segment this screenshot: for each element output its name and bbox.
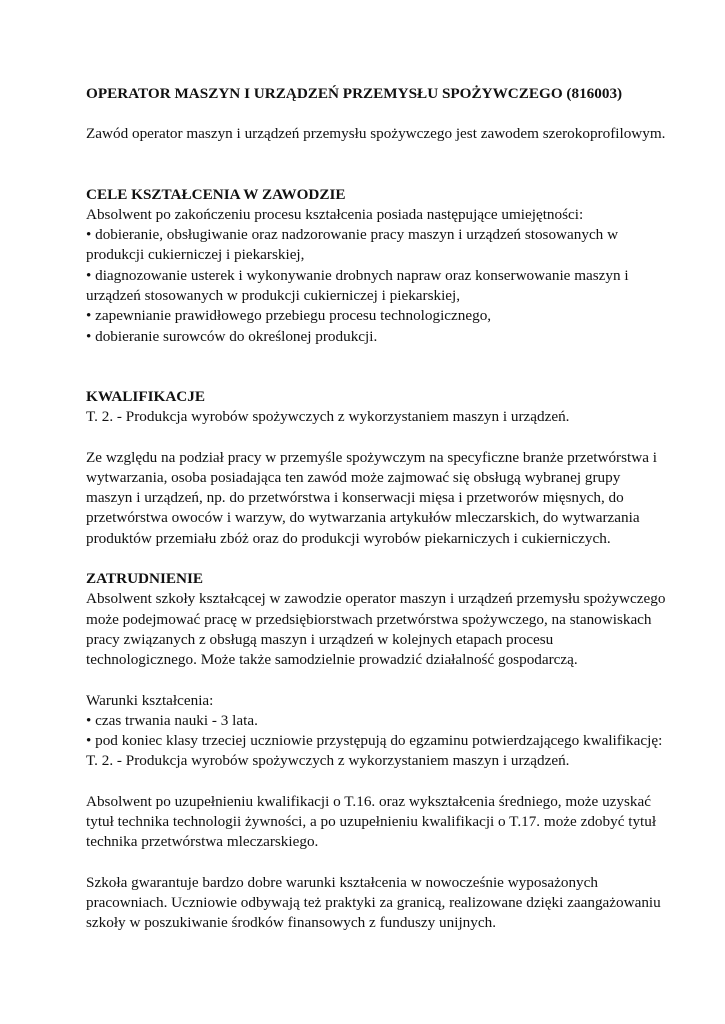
section-warunki: [86, 691, 666, 772]
absolwent-paragraph: Absolwent po uzupełnieniu kwalifikacji o T.16. oraz wykształcenia średniego, może uzyskać tytuł technika technologii żywności, a po uzupełnieniu kwalifikacji o T.17. może zdobyć tytuł technika przetwórstwa mleczarskiego.: [86, 792, 657, 851]
warunki-list: [86, 711, 666, 772]
section-kwalifikacje: [86, 387, 666, 549]
cele-heading: CELE KSZTAŁCENIA W ZAWODZIE: [86, 185, 346, 203]
section-zatrudnienie: [86, 569, 666, 670]
list-item: • czas trwania nauki - 3 lata.: [86, 711, 258, 729]
zatrudnienie-paragraph: Absolwent szkoły kształcącej w zawodzie operator maszyn i urządzeń przemysłu spożywczego może podejmować pracę w przedsiębiorstwach przetwórstwa spożywczego, na stanowiskach pracy związanych z obsługą maszyn i urządzeń w kolejnych etapach procesu technologicznego. Może także samodzielnie prowadzić działalność gospodarczą.: [86, 590, 666, 669]
intro-paragraph: Zawód operator maszyn i urządzeń przemysłu spożywczego jest zawodem szerokoprofilowym.: [86, 125, 666, 143]
list-item: • diagnozowanie usterek i wykonywanie drobnych napraw oraz konserwowanie maszyn i urządzeń stosowanych w produkcji cukierniczej i piekarskiej,: [86, 266, 629, 305]
list-item: • zapewnianie prawidłowego przebiegu procesu technologicznego,: [86, 307, 492, 325]
kwalifikacje-line: T. 2. - Produkcja wyrobów spożywczych z wykorzystaniem maszyn i urządzeń.: [86, 408, 570, 426]
szkola-paragraph: Szkoła gwarantuje bardzo dobre warunki kształcenia w nowocześnie wyposażonych pracowniach. Uczniowie odbywają też praktyki za granicą, realizowane dzięki zaangażowaniu szkoły w poszukiwanie środków finansowych z funduszy unijnych.: [86, 873, 661, 932]
section-cele: [86, 185, 666, 347]
list-item: • pod koniec klasy trzeciej uczniowie przystępują do egzaminu potwierdzającego kwalifikację: T. 2. - Produkcja wyrobów spożywczych z wykorzystaniem maszyn i urządzeń.: [86, 732, 663, 770]
kwalifikacje-heading: KWALIFIKACJE: [86, 387, 205, 405]
list-item: • dobieranie, obsługiwanie oraz nadzorowanie pracy maszyn i urządzeń stosowanych w produkcji cukierniczej i piekarskiej,: [86, 226, 619, 264]
kwalifikacje-paragraph: Ze względu na podział pracy w przemyśle spożywczym na specyficzne branże przetwórstwa i wytwarzania, osoba posiadająca ten zawód może zajmować się obsługą wybranej grupy maszyn i urządzeń, np. do przetwórstwa i konserwacji mięsa i przetworów mięsnych, do przetwórstwa owoców i warzyw, do wytwarzania artykułów mleczarskich, do wytwarzania produktów przemiału zbóż oraz do produkcji wyrobów piekarniczych i cukierniczych.: [86, 448, 657, 547]
document-page: [86, 84, 666, 934]
zatrudnienie-heading: ZATRUDNIENIE: [86, 570, 204, 588]
warunki-lead: Warunki kształcenia:: [86, 691, 214, 709]
cele-lead: Absolwent po zakończeniu procesu kształcenia posiada następujące umiejętności:: [86, 205, 584, 223]
cele-list: [86, 225, 666, 347]
document-title: OPERATOR MASZYN I URZĄDZEŃ PRZEMYSŁU SPOŻYWCZEGO (816003): [86, 85, 623, 102]
list-item: • dobieranie surowców do określonej produkcji.: [86, 327, 378, 345]
